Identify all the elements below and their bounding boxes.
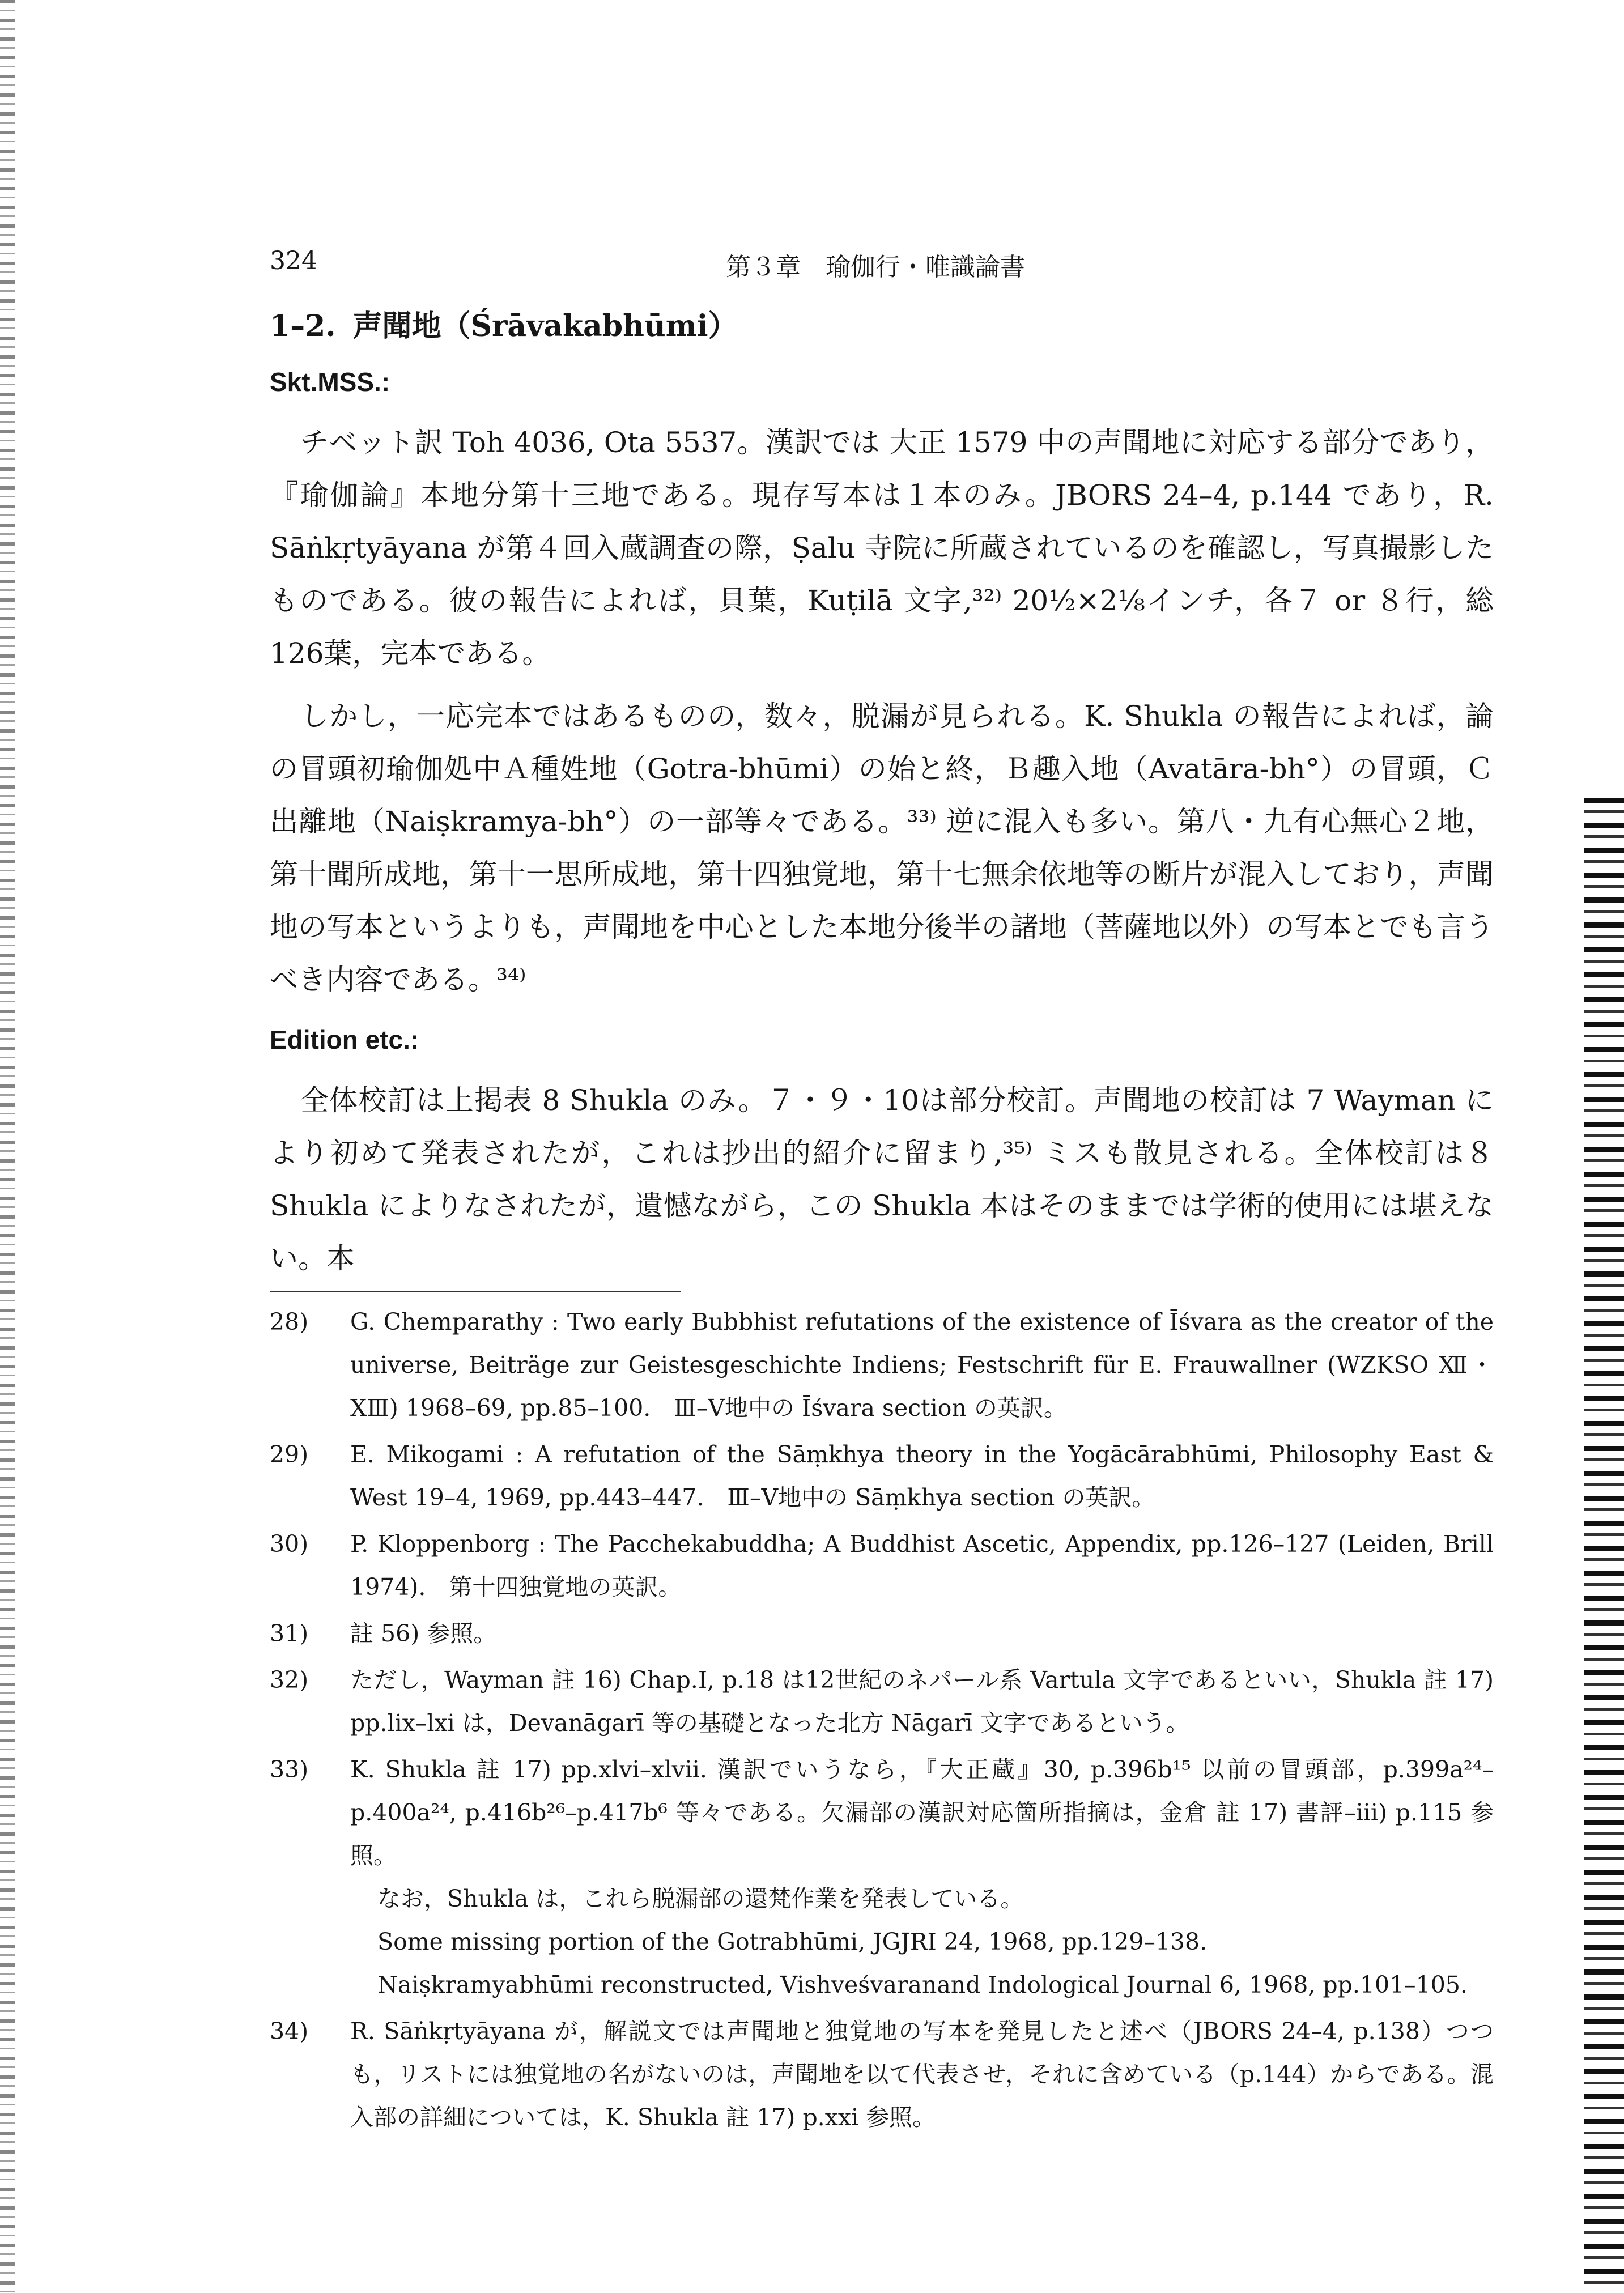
footnote-text: E. Mikogami : A refutation of the Sāṃkhya theory in the Yogācārabhūmi, Philosophy East & West 19–4, 1969, pp.443–447. Ⅲ–Ⅴ地中の Sāṃkhya section の英訳。 <box>350 1441 1494 1511</box>
footnote-32 <box>270 1658 1494 1745</box>
footnote-28 <box>270 1300 1494 1430</box>
footnote-29 <box>270 1433 1494 1519</box>
scan-edge-left <box>0 0 15 2293</box>
footnote-number: 34) <box>270 2018 309 2045</box>
page-number: 324 <box>270 246 317 275</box>
page-header <box>270 246 1494 286</box>
footnote-number: 32) <box>270 1666 309 1694</box>
paragraph-1: チベット訳 Toh 4036, Ota 5537。漢訳では 大正 1579 中の声聞地に対応する部分であり，『瑜伽論』本地分第十三地である。現存写本は１本のみ。JBORS 24–4, p.144 であり，R. Sāṅkṛtyāyana が第４回入蔵調査の際，Ṣalu 寺院に所蔵されているのを確認し，写真撮影したものである。彼の報告によれば，貝葉，Kuṭilā 文字,³²⁾ 20½×2⅛インチ，各７ or ８行，総126葉，完本である。 <box>270 426 1494 670</box>
footnote-text: K. Shukla 註 17) pp.xlvi–xlvii. 漢訳でいうなら，『大正蔵』30, p.396b¹⁵ 以前の冒頭部，p.399a²⁴–p.400a²⁴, p.416b²⁶–p.417b⁶ 等々である。欠漏部の漢訳対応箇所指摘は，金倉 註 17) 書評–iii) p.115 参照。 <box>350 1756 1494 1869</box>
footnote-number: 28) <box>270 1308 309 1335</box>
footnote-33-ref-2: Naiṣkramyabhūmi reconstructed, Vishveśvaranand Indological Journal 6, 1968, pp.101–105. <box>377 1971 1468 1998</box>
section-title: 声聞地（Śrāvakabhūmi） <box>352 309 738 343</box>
running-title: 第３章 瑜伽行・唯識論書 <box>726 253 1025 282</box>
page-content <box>270 299 1494 2139</box>
section-heading <box>270 299 1494 353</box>
edition-heading: Edition etc.: <box>270 1025 419 1054</box>
footnote-33-note: なお，Shukla は，これら脱漏部の還梵作業を発表している。 <box>377 1885 1024 1912</box>
edition-paragraph: 全体校訂は上掲表 8 Shukla のみ。７・９・10は部分校訂。声聞地の校訂は 7 Wayman により初めて発表されたが，これは抄出的紹介に留まり,³⁵⁾ ミスも散見される。全体校訂は８ Shukla によりなされたが，遺憾ながら，この Shukla 本はそのままでは学術的使用には堪えない。本 <box>270 1084 1494 1275</box>
skt-mss-heading: Skt.MSS.: <box>270 367 390 397</box>
footnote-number: 33) <box>270 1756 309 1783</box>
footnote-text: G. Chemparathy : Two early Bubbhist refutations of the existence of Īśvara as the creator of the universe, Beiträge zur Geistesgeschichte Indiens; Festschrift für E. Frauwallner (WZKSO Ⅻ・ⅩⅢ) 1968–69, pp.85–100. Ⅲ–Ⅴ地中の Īśvara section の英訳。 <box>350 1308 1494 1422</box>
footnote-number: 31) <box>270 1620 309 1647</box>
footnote-33 <box>270 1748 1494 1877</box>
footnote-text: R. Sāṅkṛtyāyana が，解説文では声聞地と独覚地の写本を発見したと述べ（JBORS 24–4, p.138）つつも，リストには独覚地の名がないのは，声聞地を以て代表させ，それに含めている（p.144）からである。混入部の詳細については，K. Shukla 註 17) p.xxi 参照。 <box>350 2018 1494 2131</box>
footnote-text: P. Kloppenborg : The Pacchekabuddha; A Buddhist Ascetic, Appendix, pp.126–127 (Leiden, Brill 1974). 第十四独覚地の英訳。 <box>350 1530 1494 1601</box>
footnote-text: 註 56) 参照。 <box>350 1620 497 1647</box>
footnote-text: ただし，Wayman 註 16) Chap.I, p.18 は12世紀のネパール系 Vartula 文字であるといい，Shukla 註 17) pp.lix–lxi は，Devanāgarī 等の基礎となった北方 Nāgarī 文字であるという。 <box>350 1666 1494 1737</box>
scan-edge-right <box>1584 0 1624 2293</box>
footnote-31 <box>270 1612 1494 1655</box>
footnote-33-ref-1: Some missing portion of the Gotrabhūmi, JGJRI 24, 1968, pp.129–138. <box>377 1928 1208 1955</box>
footnote-rule <box>270 1291 681 1292</box>
footnote-30 <box>270 1522 1494 1609</box>
paragraph-2: しかし，一応完本ではあるものの，数々，脱漏が見られる。K. Shukla の報告によれば，論の冒頭初瑜伽処中Ａ種姓地（Gotra-bhūmi）の始と終，Ｂ趣入地（Avatāra-bh°）の冒頭，Ｃ出離地（Naiṣkramya-bh°）の一部等々である。³³⁾ 逆に混入も多い。第八・九有心無心２地，第十聞所成地，第十一思所成地，第十四独覚地，第十七無余依地等の断片が混入しており，声聞地の写本というよりも，声聞地を中心とした本地分後半の諸地（菩薩地以外）の写本とでも言うべき内容である。³⁴⁾ <box>270 700 1494 996</box>
section-number: 1–2. <box>270 309 336 343</box>
footnote-34 <box>270 2010 1494 2139</box>
footnotes <box>270 1300 1494 2139</box>
footnote-number: 29) <box>270 1441 309 1468</box>
footnote-number: 30) <box>270 1530 309 1558</box>
